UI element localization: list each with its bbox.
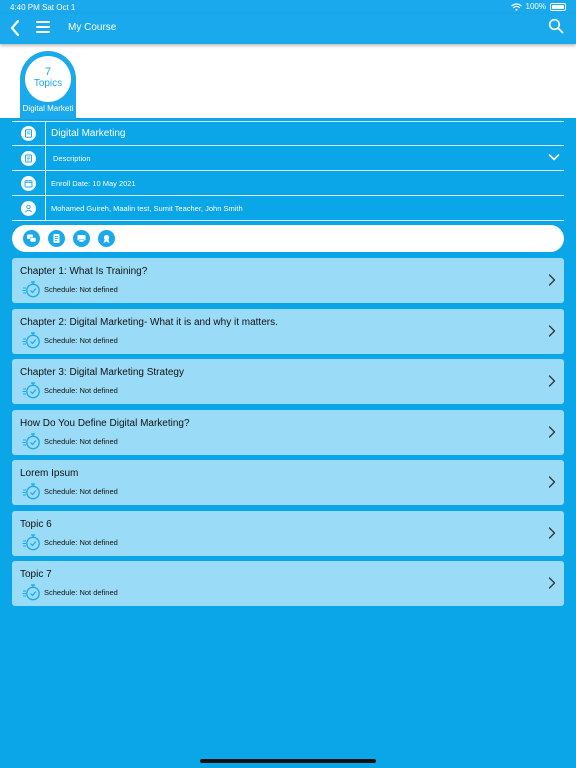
description-label: Description xyxy=(53,153,91,163)
chapter-title: Chapter 3: Digital Marketing Strategy xyxy=(20,367,184,378)
chevron-right-icon[interactable] xyxy=(548,426,556,438)
status-time: 4:40 PM xyxy=(10,3,40,12)
chapter-title: How Do You Define Digital Marketing? xyxy=(20,417,190,429)
teacher-icon xyxy=(21,201,36,216)
header-band xyxy=(0,44,576,118)
chapter-schedule: Schedule: Not defined xyxy=(44,436,118,446)
nav-bar xyxy=(0,14,576,44)
chapter-item[interactable] xyxy=(12,511,564,556)
chapter-schedule: Schedule: Not defined xyxy=(44,335,118,345)
chevron-right-icon[interactable] xyxy=(548,577,556,589)
battery-percent: 100% xyxy=(525,2,546,11)
topics-count-circle xyxy=(25,56,71,102)
course-name: Digital Marketing xyxy=(51,128,126,139)
battery-icon xyxy=(550,3,566,11)
stopwatch-icon xyxy=(22,481,42,501)
chapter-item[interactable] xyxy=(12,258,564,303)
chapter-title: Chapter 2: Digital Marketing- What it is and why it matters. xyxy=(20,316,278,328)
topics-tab[interactable] xyxy=(20,51,76,119)
instructors: Mohamed Guireh, Maalin test, Sumit Teacher, John Smith xyxy=(51,203,243,213)
enroll-date-row xyxy=(12,171,564,196)
chapter-title: Topic 6 xyxy=(20,518,52,530)
chapter-item[interactable] xyxy=(12,309,564,354)
chapter-item[interactable] xyxy=(12,561,564,606)
description-row[interactable] xyxy=(12,146,564,171)
book-icon xyxy=(21,126,36,141)
chapter-schedule: Schedule: Not defined xyxy=(44,487,118,496)
topics-label: Topics xyxy=(33,78,63,89)
topics-count: 7 xyxy=(44,66,52,78)
certificate-icon[interactable] xyxy=(73,230,90,247)
chapter-title: Topic 7 xyxy=(20,569,52,580)
chapter-title: Chapter 1: What Is Training? xyxy=(20,266,148,277)
status-bar xyxy=(0,0,576,14)
chevron-right-icon[interactable] xyxy=(548,375,556,387)
chat-icon[interactable] xyxy=(23,230,40,247)
chapter-item[interactable] xyxy=(12,460,564,505)
search-icon[interactable] xyxy=(548,18,564,34)
action-bar xyxy=(12,225,564,252)
stopwatch-icon xyxy=(22,582,42,602)
back-chevron-icon[interactable] xyxy=(8,18,22,38)
chevron-right-icon[interactable] xyxy=(548,274,556,286)
chapter-schedule: Schedule: Not defined xyxy=(44,537,118,547)
status-date: Sat Oct 1 xyxy=(42,3,76,12)
home-indicator[interactable] xyxy=(200,759,376,763)
chevron-down-icon[interactable] xyxy=(548,152,560,162)
award-icon[interactable] xyxy=(98,230,115,247)
instructors-row xyxy=(12,196,564,221)
stopwatch-icon xyxy=(22,431,42,451)
chevron-right-icon[interactable] xyxy=(548,476,556,488)
hamburger-menu-icon[interactable] xyxy=(36,21,50,33)
description-icon xyxy=(21,151,36,166)
chapter-item[interactable] xyxy=(12,410,564,455)
chevron-right-icon[interactable] xyxy=(548,527,556,539)
document-icon[interactable] xyxy=(48,230,65,247)
stopwatch-icon xyxy=(22,279,42,299)
status-right xyxy=(511,2,566,11)
wifi-icon xyxy=(511,3,522,11)
enroll-date: Enroll Date: 10 May 2021 xyxy=(51,178,136,188)
chapter-item[interactable] xyxy=(12,359,564,404)
chapter-schedule: Schedule: Not defined xyxy=(44,386,118,395)
chapter-title: Lorem Ipsum xyxy=(20,468,79,479)
stopwatch-icon xyxy=(22,330,42,350)
chevron-right-icon[interactable] xyxy=(548,325,556,337)
stopwatch-icon xyxy=(22,380,42,400)
topics-course-name: Digital Marketi xyxy=(22,104,74,113)
calendar-icon xyxy=(21,176,36,191)
course-name-row xyxy=(12,121,564,146)
chapter-schedule: Schedule: Not defined xyxy=(44,285,118,294)
chapter-schedule: Schedule: Not defined xyxy=(44,588,118,597)
course-info-table xyxy=(12,121,564,221)
stopwatch-icon xyxy=(22,532,42,552)
page-title: My Course xyxy=(68,22,117,33)
chapter-list xyxy=(12,258,564,612)
